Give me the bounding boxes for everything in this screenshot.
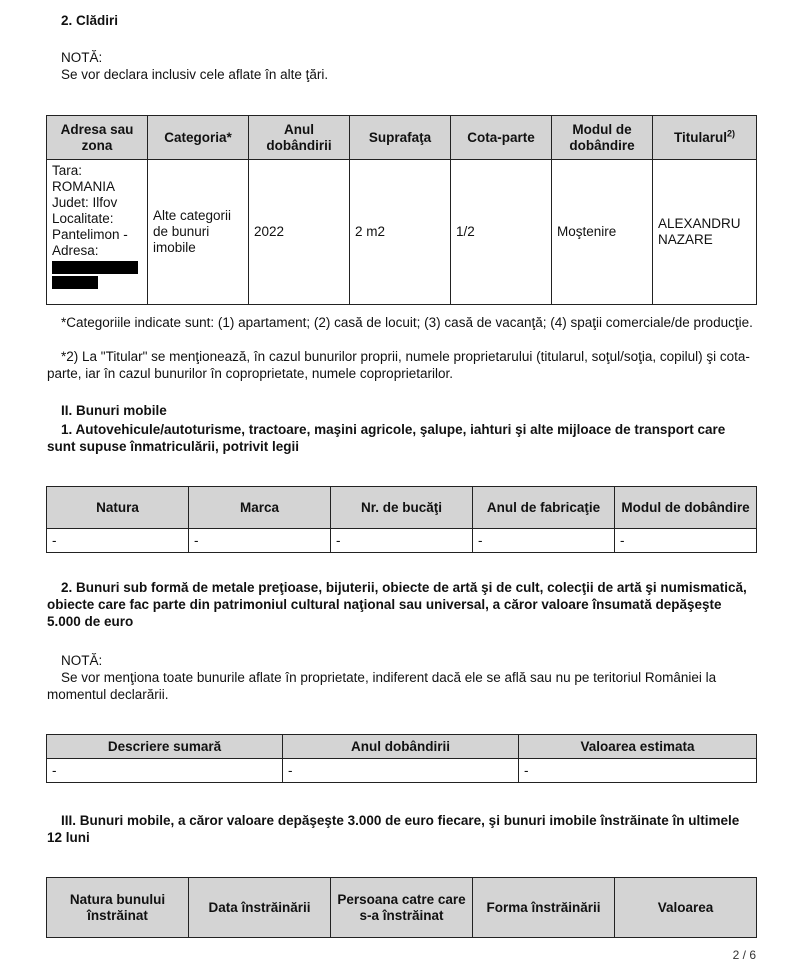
header-share: Cota-parte	[451, 116, 552, 160]
section-title-buildings: 2. Clădiri	[61, 13, 119, 28]
header-nature: Natura	[47, 487, 189, 529]
table-cell: -	[615, 529, 757, 553]
header-alienation-form: Forma înstrăinării	[473, 878, 615, 938]
table-row	[47, 759, 757, 783]
table-cell: -	[473, 529, 615, 553]
header-alienation-date: Data înstrăinării	[189, 878, 331, 938]
redaction-bar	[52, 261, 138, 274]
note-text: Se vor declara inclusiv cele aflate în alte ţări.	[61, 67, 329, 82]
header-year: Anul dobândirii	[249, 116, 350, 160]
header-holder	[653, 116, 757, 160]
table-row	[47, 529, 757, 553]
valuables-table	[46, 734, 757, 783]
cell-mode: Moştenire	[552, 160, 653, 305]
cell-area: 2 m2	[350, 160, 451, 305]
table-cell: -	[519, 759, 757, 783]
header-mode: Modul de dobândire	[552, 116, 653, 160]
header-asset-nature: Natura bunului înstrăinat	[47, 878, 189, 938]
redaction-bar	[52, 276, 98, 289]
cell-category: Alte categorii de bunuri imobile	[148, 160, 249, 305]
header-value: Valoarea	[615, 878, 757, 938]
note-text: Se vor menţiona toate bunurile aflate în proprietate, indiferent dacă ele se află sau nu pe teritoriul României la momentul declarării.	[47, 670, 717, 702]
header-recipient: Persoana catre care s-a înstrăinat	[331, 878, 473, 938]
header-address: Adresa sau zona	[47, 116, 148, 160]
footnote-categories: *Categoriile indicate sunt: (1) apartament; (2) casă de locuit; (3) casă de vacanţă; (4) spaţii comerciale/de producţie.	[61, 315, 753, 330]
buildings-table	[46, 115, 757, 305]
header-acquisition-year: Anul dobândirii	[283, 735, 519, 759]
section-title-alienated: III. Bunuri mobile, a căror valoare depăşeşte 3.000 de euro fiecare, şi bunuri imobile înstrăinate în ultimele 12 luni	[47, 813, 740, 845]
note-label: NOTĂ:	[61, 653, 103, 668]
address-line: Localitate:	[52, 211, 114, 226]
subsection-title-valuables: 2. Bunuri sub formă de metale preţioase, bijuterii, obiecte de artă şi de cult, colecţii de artă şi numismatică, obiecte care fac parte din patrimoniul cultural naţional sau universal, a căror valoare însumată depăşeşte 5.000 de euro	[47, 580, 747, 629]
section-title-mobile: II. Bunuri mobile	[61, 403, 167, 418]
table-cell: -	[189, 529, 331, 553]
table-row	[47, 160, 757, 305]
footnote-holder: *2) La "Titular" se menţionează, în cazul bunurilor proprii, numele proprietarului (titularul, soţul/soţia, copilul) şi cota-parte, iar în cazul bunurilor în coproprietate, numele coproprietarilor.	[47, 349, 750, 381]
header-brand: Marca	[189, 487, 331, 529]
table-header-row	[47, 487, 757, 529]
cell-holder: ALEXANDRU NAZARE	[653, 160, 757, 305]
table-header-row	[47, 878, 757, 938]
table-header-row	[47, 735, 757, 759]
table-header-row	[47, 116, 757, 160]
address-line: ROMANIA	[52, 179, 116, 194]
header-description: Descriere sumară	[47, 735, 283, 759]
vehicles-table	[46, 486, 757, 553]
header-area: Suprafaţa	[350, 116, 451, 160]
header-count: Nr. de bucăţi	[331, 487, 473, 529]
header-holder-label: Titularul	[673, 129, 727, 145]
cell-address	[47, 160, 148, 305]
address-line: Judet: Ilfov	[52, 195, 118, 210]
header-holder-sup: 2)	[727, 128, 736, 138]
table-cell: -	[283, 759, 519, 783]
header-estimated-value: Valoarea estimata	[519, 735, 757, 759]
address-line: Pantelimon -	[52, 227, 128, 242]
address-line: Adresa:	[52, 243, 99, 258]
note-label: NOTĂ:	[61, 50, 103, 65]
cell-share: 1/2	[451, 160, 552, 305]
header-category: Categoria*	[148, 116, 249, 160]
table-cell: -	[47, 529, 189, 553]
header-manufacture-year: Anul de fabricaţie	[473, 487, 615, 529]
page-number: 2 / 6	[732, 948, 756, 962]
cell-year: 2022	[249, 160, 350, 305]
alienated-table	[46, 877, 757, 938]
table-cell: -	[331, 529, 473, 553]
subsection-title-vehicles: 1. Autovehicule/autoturisme, tractoare, maşini agricole, şalupe, iahturi şi alte mijloace de transport care sunt supuse înmatriculării, potrivit legii	[47, 422, 726, 454]
address-line: Tara:	[52, 163, 83, 178]
table-cell: -	[47, 759, 283, 783]
header-acquisition-mode: Modul de dobândire	[615, 487, 757, 529]
